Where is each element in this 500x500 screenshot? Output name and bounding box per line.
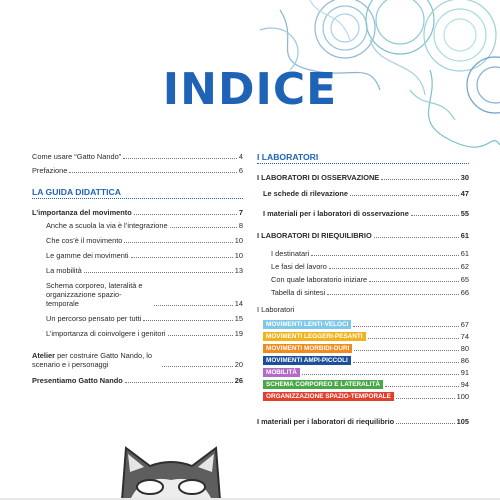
laboratorio-entry[interactable]	[257, 332, 469, 341]
dot-leader	[154, 305, 233, 306]
toc-page-number: 26	[234, 376, 243, 385]
toc-page-number: 19	[234, 329, 243, 338]
laboratorio-tag: MOVIMENTI LENTI-VELOCI	[263, 320, 351, 329]
laboratorio-tag: MOVIMENTI AMPI-PICCOLI	[263, 356, 351, 365]
toc-entry-title: Che cos’è il movimento	[46, 236, 123, 245]
toc-entry[interactable]	[257, 173, 469, 182]
toc-page-number: 55	[460, 209, 469, 218]
toc-page-number: 61	[460, 249, 469, 258]
dot-leader	[385, 386, 459, 387]
toc-entry-title: I materiali per i laboratori di riequilibrio	[257, 417, 395, 426]
laboratorio-entry[interactable]	[257, 344, 469, 353]
toc-page-number: 47	[460, 189, 469, 198]
toc-left-column	[32, 152, 243, 385]
toc-entry[interactable]	[32, 208, 243, 217]
dot-leader	[350, 195, 459, 196]
laboratorio-entry[interactable]	[257, 392, 469, 401]
toc-entry[interactable]	[32, 351, 243, 369]
toc-subentry[interactable]	[257, 262, 469, 271]
toc-page-number: 67	[460, 320, 469, 329]
toc-subentry[interactable]	[257, 249, 469, 258]
laboratorio-tag: MOVIMENTI MORBIDI-DURI	[263, 344, 352, 353]
toc-entry-title: Con quale laboratorio iniziare	[271, 275, 368, 284]
toc-page-number: 13	[234, 266, 243, 275]
dot-leader	[311, 255, 459, 256]
laboratorio-entry[interactable]	[257, 356, 469, 365]
toc-entry-title: La mobilità	[46, 266, 82, 275]
toc-page-number: 66	[460, 288, 469, 297]
dot-leader	[411, 215, 459, 216]
toc-entry-title: L’importanza del movimento	[32, 208, 132, 217]
dot-leader	[84, 272, 233, 273]
toc-page-number: 94	[460, 380, 469, 389]
toc-subentry[interactable]	[32, 236, 243, 245]
dot-leader	[353, 326, 458, 327]
toc-entry[interactable]	[32, 166, 243, 175]
dot-leader	[396, 398, 455, 399]
toc-subentry[interactable]	[32, 221, 243, 230]
dot-leader	[143, 320, 232, 321]
laboratorio-tag: SCHEMA CORPOREO E LATERALITÀ	[263, 380, 383, 389]
laboratorio-entry[interactable]	[257, 380, 469, 389]
toc-entry-title: I destinatari	[271, 249, 310, 258]
toc-entry[interactable]	[257, 417, 469, 426]
laboratori-label: I Laboratori	[257, 305, 295, 314]
dot-leader	[170, 227, 237, 228]
toc-entry-title: Tabella di sintesi	[271, 288, 326, 297]
toc-subentry[interactable]	[32, 281, 243, 308]
toc-subentry[interactable]	[32, 329, 243, 338]
dot-leader	[131, 257, 233, 258]
toc-entry[interactable]	[257, 189, 469, 198]
toc-entry-title: I LABORATORI DI RIEQUILIBRIO	[257, 231, 372, 240]
laboratorio-entry[interactable]	[257, 368, 469, 377]
section-heading-guida: LA GUIDA DIDATTICA	[32, 187, 243, 199]
toc-entry-title: I LABORATORI DI OSSERVAZIONE	[257, 173, 380, 182]
toc-page-number: 100	[456, 392, 469, 401]
toc-page-number: 74	[460, 332, 469, 341]
toc-page-number: 86	[460, 356, 469, 365]
toc-entry[interactable]	[32, 376, 243, 385]
toc-page-number: 30	[460, 173, 469, 182]
toc-page-number: 80	[460, 344, 469, 353]
toc-page-number: 4	[238, 152, 243, 161]
toc-entry-title: Un percorso pensato per tutti	[46, 314, 142, 323]
toc-page-number: 62	[460, 262, 469, 271]
page-title: INDICE	[162, 64, 338, 115]
dot-leader	[134, 214, 237, 215]
toc-entry-rest: per costruire Gatto Nando, lo scenario e i personaggi	[32, 351, 152, 369]
toc-subentry[interactable]	[32, 251, 243, 260]
dot-leader	[302, 374, 459, 375]
toc-entry[interactable]	[32, 152, 243, 161]
dot-leader	[374, 237, 459, 238]
section-heading-laboratori: I LABORATORI	[257, 152, 469, 164]
toc-page-number: 7	[238, 208, 243, 217]
toc-page-number: 10	[234, 251, 243, 260]
toc-entry-title: Anche a scuola la via è l’integrazione	[46, 221, 168, 230]
dot-leader	[369, 281, 459, 282]
laboratori-tag-list	[257, 320, 469, 401]
dot-leader	[396, 423, 454, 424]
laboratorio-tag: MOBILITÀ	[263, 368, 300, 377]
toc-entry-title: Come usare “Gatto Nando”	[32, 152, 122, 161]
dot-leader	[353, 362, 459, 363]
toc-page-number: 105	[456, 417, 469, 426]
dot-leader	[125, 382, 233, 383]
dot-leader	[368, 338, 459, 339]
toc-entry-title: Prefazione	[32, 166, 68, 175]
laboratorio-tag: MOVIMENTI LEGGERI-PESANTI	[263, 332, 366, 341]
toc-page-number: 6	[238, 166, 243, 175]
toc-entry-title: Schema corporeo, lateralità e organizzazione spazio-temporale	[46, 281, 143, 308]
dot-leader	[327, 294, 459, 295]
toc-entry-title: Le schede di rilevazione	[263, 189, 349, 198]
toc-page-number: 15	[234, 314, 243, 323]
dot-leader	[168, 335, 233, 336]
toc-entry-title: Le fasi del lavoro	[271, 262, 327, 271]
dot-leader	[123, 158, 237, 159]
toc-entry-title: I materiali per i laboratori di osservazione	[263, 209, 409, 218]
laboratorio-tag: ORGANIZZAZIONE SPAZIO-TEMPORALE	[263, 392, 394, 401]
laboratorio-entry[interactable]	[257, 320, 469, 329]
toc-right-column	[257, 152, 469, 426]
toc-subentry[interactable]	[32, 266, 243, 275]
toc-entry-title	[32, 351, 160, 369]
dot-leader	[354, 350, 458, 351]
toc-entry[interactable]	[257, 209, 469, 218]
dot-leader	[381, 179, 459, 180]
toc-page-number: 91	[460, 368, 469, 377]
toc-entry-title: L’importanza di coinvolgere i genitori	[46, 329, 166, 338]
dot-leader	[329, 268, 459, 269]
toc-subentry[interactable]	[32, 314, 243, 323]
toc-entry[interactable]	[257, 231, 469, 240]
toc-page-number: 20	[234, 360, 243, 369]
toc-page-number: 61	[460, 231, 469, 240]
toc-subentry[interactable]	[257, 275, 469, 284]
dot-leader	[69, 172, 237, 173]
toc-page-number: 65	[460, 275, 469, 284]
toc-entry-title: Presentiamo Gatto Nando	[32, 376, 123, 385]
toc-subentry[interactable]	[257, 288, 469, 297]
dot-leader	[124, 242, 232, 243]
toc-page-number: 8	[238, 221, 243, 230]
toc-page-number: 10	[234, 236, 243, 245]
toc-entry-bold: Atelier	[32, 351, 56, 360]
toc-page-number: 14	[234, 299, 243, 308]
cat-mask-illustration	[112, 440, 230, 500]
toc-entry-title: Le gamme dei movimenti	[46, 251, 129, 260]
dot-leader	[162, 366, 233, 367]
